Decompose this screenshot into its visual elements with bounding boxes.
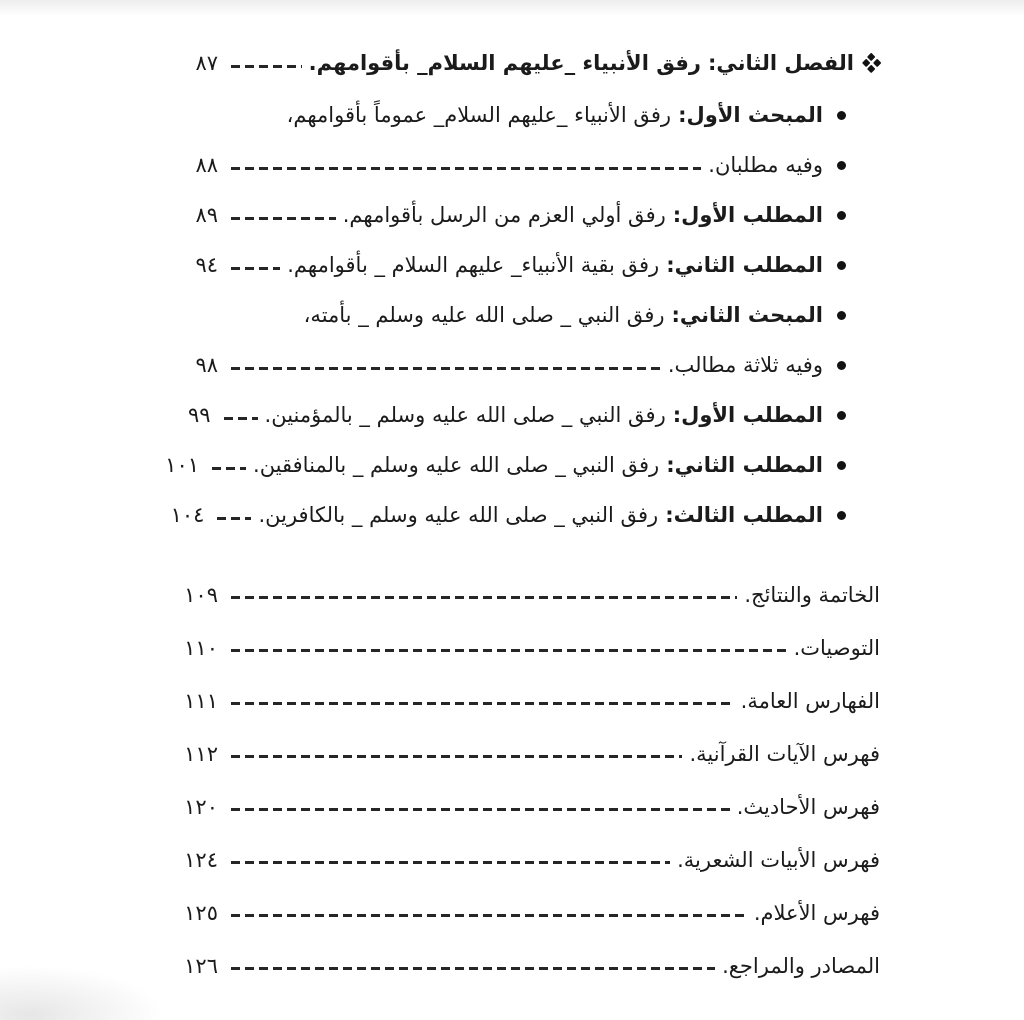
toc-page-number: ٩٩ [187, 403, 211, 427]
toc-page-number: ١١٢ [184, 741, 218, 766]
dotted-leader [231, 367, 661, 370]
toc-page-number: ١١٠ [184, 635, 218, 660]
bullet-dot-icon [832, 106, 850, 124]
toc-page-number: ٨٧ [195, 51, 218, 75]
toc-entry-label: المطلب الأول: [672, 403, 823, 427]
toc-page-number: ١١١ [184, 688, 218, 713]
toc-entry-text: فهرس الأحاديث. [736, 794, 880, 819]
toc-entry-label: المطلب الثاني: [666, 253, 823, 277]
toc-entry [182, 727, 880, 780]
toc-page-number: ٨٨ [195, 153, 218, 177]
toc-entry-text: رفق الأنبياء _عليهم السلام_ بأقوامهم. [308, 51, 701, 75]
toc-page-number: ١٢٦ [184, 953, 218, 978]
dotted-leader [231, 65, 302, 68]
bullet-dot-icon [832, 256, 850, 274]
toc-page-number: ١٠١ [165, 453, 200, 477]
toc-entry-label: المبحث الثاني: [671, 303, 823, 327]
bullet-dot-icon [832, 356, 850, 374]
toc-entry-text: وفيه ثلاثة مطالب. [667, 353, 823, 377]
toc-entry-text: الخاتمة والنتائج. [744, 582, 880, 607]
dotted-leader [231, 596, 737, 599]
dotted-leader [231, 167, 701, 170]
dotted-leader [212, 467, 246, 470]
four-diamond-icon [863, 55, 880, 72]
toc-page-number: ١٠٩ [184, 582, 218, 607]
toc-entry [182, 290, 880, 340]
toc-entry-text: المصادر والمراجع. [722, 953, 880, 978]
toc-entry [182, 140, 880, 190]
dotted-leader [231, 217, 336, 220]
bullet-dot-icon [832, 156, 850, 174]
toc-entry [182, 621, 880, 674]
toc-entry [165, 440, 880, 490]
toc-entry-text: وفيه مطلبان. [708, 153, 823, 177]
toc-entry-text: رفق النبي _ صلى الله عليه وسلم _ بالكافرين. [258, 503, 659, 527]
toc-entry [182, 780, 880, 833]
toc-entry-text: رفق الأنبياء _عليهم السلام_ عموماً بأقوامهم، [286, 103, 672, 127]
toc-entry-text: رفق النبي _ صلى الله عليه وسلم _ بأمته، [303, 303, 665, 327]
toc-entry [170, 490, 880, 540]
toc-entry-label: المبحث الأول: [678, 103, 823, 127]
toc-page-number: ١٠٤ [170, 503, 205, 527]
bullet-dot-icon [832, 506, 850, 524]
toc-entry [182, 340, 880, 390]
toc-entry-label: المطلب الثاني: [666, 453, 823, 477]
dotted-leader [231, 861, 670, 864]
dotted-leader [231, 702, 734, 705]
dotted-leader [231, 755, 682, 758]
dotted-leader [231, 267, 280, 270]
bullet-dot-icon [832, 306, 850, 324]
toc-entry-text: فهرس الآيات القرآنية. [689, 741, 880, 766]
toc-entry-text: رفق النبي _ صلى الله عليه وسلم _ بالمنافقين. [253, 453, 660, 477]
dotted-leader [217, 517, 251, 520]
toc-entry [182, 390, 880, 440]
toc-page-number: ٨٩ [195, 203, 218, 227]
dotted-leader [231, 808, 730, 811]
dotted-leader [224, 417, 258, 420]
toc-page-number: ١٢٥ [184, 900, 218, 925]
bullet-dot-icon [832, 206, 850, 224]
toc-entry-text: التوصيات. [793, 635, 880, 660]
toc-entry-label: المطلب الثالث: [665, 503, 823, 527]
dotted-leader [231, 649, 787, 652]
toc-entry-text: رفق بقية الأنبياء_ عليهم السلام _ بأقوامهم. [287, 253, 660, 277]
toc-entry [182, 190, 880, 240]
toc-entry [182, 240, 880, 290]
toc-entry [182, 939, 880, 992]
toc-page-number: ٩٤ [195, 253, 218, 277]
toc-page-number: ١٢٠ [184, 794, 218, 819]
bullet-dot-icon [832, 456, 850, 474]
toc-entry [182, 674, 880, 727]
bullet-dot-icon [832, 406, 850, 424]
toc-entry-text: فهرس الأبيات الشعرية. [677, 847, 880, 872]
toc-entry-label: الفصل الثاني: [707, 51, 854, 75]
toc-entry-label: المطلب الأول: [672, 203, 823, 227]
toc-entry [182, 90, 880, 140]
toc-entry-text: رفق النبي _ صلى الله عليه وسلم _ بالمؤمنين. [264, 403, 666, 427]
toc-entry [182, 568, 880, 621]
toc-entry [182, 833, 880, 886]
toc-page-number: ١٢٤ [184, 847, 218, 872]
toc-entry-text: رفق أولي العزم من الرسل بأقوامهم. [342, 203, 666, 227]
toc-entry-text: الفهارس العامة. [740, 688, 880, 713]
toc-entry-text: فهرس الأعلام. [753, 900, 880, 925]
toc-page-number: ٩٨ [195, 353, 218, 377]
toc-entry [182, 36, 880, 90]
dotted-leader [231, 914, 747, 917]
dotted-leader [231, 967, 715, 970]
toc-entry [182, 886, 880, 939]
toc-list [165, 36, 880, 992]
